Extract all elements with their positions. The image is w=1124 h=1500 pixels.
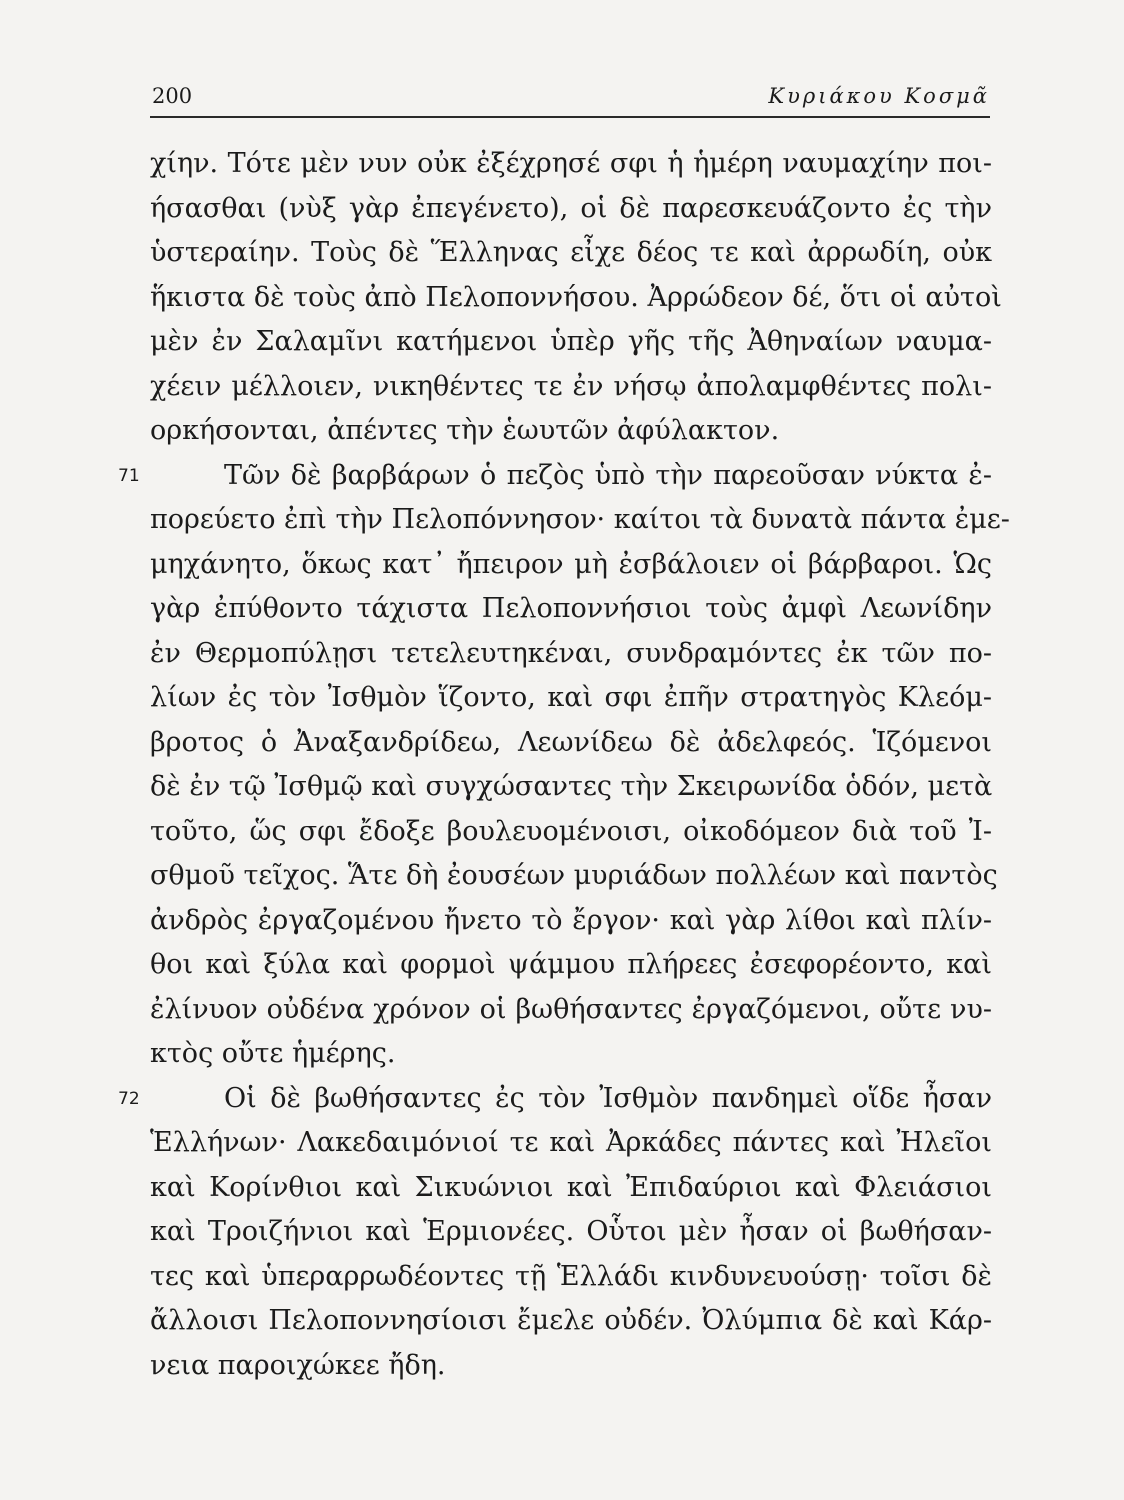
text-line: τοῦτο, ὥς σφι ἔδοξε βουλευομένοισι, οἰκοδόμεον διὰ τοῦ Ἰ- (150, 815, 992, 847)
text-line: ἀνδρὸς ἐργαζομένου ἤνετο τὸ ἔργον· καὶ γὰρ λίθοι καὶ πλίν- (150, 904, 992, 936)
text-line: χίην. Τότε μὲν νυν οὐκ ἐξέχρησέ σφι ἡ ἡμέρη ναυμαχίην ποι- (150, 148, 992, 179)
text-line: θοι καὶ ξύλα καὶ φορμοὶ ψάμμου πλήρεες ἐσεφορέοντο, καὶ (150, 949, 992, 980)
paragraph-first-line (118, 454, 992, 499)
text-line: Οἱ δὲ βωθήσαντες ἐς τὸν Ἰσθμὸν πανδημεὶ οἵδε ἦσαν (224, 1082, 992, 1114)
paragraph-first-line (118, 1077, 992, 1122)
text-line: χέειν μέλλοιεν, νικηθέντες τε ἐν νήσῳ ἀπολαμφθέντες πολι- (150, 370, 992, 402)
text-line: βροτος ὁ Ἀναξανδρίδεω, Λεωνίδεω δὲ ἀδελφεός. Ἱζόμενοι (150, 726, 992, 758)
text-line: ἐλίνυον οὐδένα χρόνον οἱ βωθήσαντες ἐργαζόμενοι, οὔτε νυ- (150, 993, 992, 1025)
text-line: μηχάνητο, ὅκως κατ᾽ ἤπειρον μὴ ἐσβάλοιεν οἱ βάρβαροι. Ὡς (150, 548, 992, 580)
text-line: κτὸς οὔτε ἡμέρης. (150, 1038, 396, 1069)
text-line: γὰρ ἐπύθοντο τάχιστα Πελοποννήσιοι τοὺς ἀμφὶ Λεωνίδην (150, 593, 992, 624)
text-line: πορεύετο ἐπὶ τὴν Πελοπόννησον· καίτοι τὰ δυνατὰ πάντα ἐμε- (150, 504, 1010, 535)
text-line: καὶ Κορίνθιοι καὶ Σικυώνιοι καὶ Ἐπιδαύριοι καὶ Φλειάσιοι (150, 1171, 992, 1203)
text-line: δὲ ἐν τῷ Ἰσθμῷ καὶ συγχώσαντες τὴν Σκειρωνίδα ὁδόν, μετὰ (150, 771, 993, 802)
text-line: μὲν ἐν Σαλαμῖνι κατήμενοι ὑπὲρ γῆς τῆς Ἀθηναίων ναυμα- (150, 326, 992, 357)
header-rule (150, 116, 990, 118)
body-text (118, 142, 1010, 1388)
text-line: Ἑλλήνων· Λακεδαιμόνιοί τε καὶ Ἀρκάδες πάντες καὶ Ἠλεῖοι (150, 1127, 992, 1158)
text-line: νεια παροιχώκεε ἤδη. (150, 1349, 446, 1381)
text-line: ἥκιστα δὲ τοὺς ἀπὸ Πελοποννήσου. Ἀρρώδεον δέ, ὅτι οἱ αὐτοὶ (150, 281, 1002, 313)
page-header (152, 78, 990, 114)
text-line: ὑστεραίην. Τοὺς δὲ Ἕλληνας εἶχε δέος τε καὶ ἀρρωδίη, οὐκ (150, 237, 992, 268)
text-line: ἄλλοισι Πελοποννησίοισι ἔμελε οὐδέν. Ὀλύμπια δὲ καὶ Κάρ- (150, 1305, 992, 1336)
chapter-number: 72 (118, 1088, 140, 1109)
running-head: Κυριάκου Κοσμᾶ (768, 84, 990, 108)
text-line: καὶ Τροιζήνιοι καὶ Ἑρμιονέες. Οὗτοι μὲν ἦσαν οἱ βωθήσαν- (150, 1216, 992, 1247)
text-line: ήσασθαι (νὺξ γὰρ ἐπεγένετο), οἱ δὲ παρεσκευάζοντο ἐς τὴν (150, 192, 992, 224)
page-number: 200 (152, 84, 193, 108)
chapter-number: 71 (118, 465, 140, 486)
text-line: ἐν Θερμοπύλῃσι τετελευτηκέναι, συνδραμόντες ἐκ τῶν πο- (150, 637, 992, 669)
text-line: Τῶν δὲ βαρβάρων ὁ πεζὸς ὑπὸ τὴν παρεοῦσαν νύκτα ἐ- (224, 459, 992, 491)
text-line: λίων ἐς τὸν Ἰσθμὸν ἵζοντο, καὶ σφι ἐπῆν στρατηγὸς Κλεόμ- (150, 682, 992, 713)
text-line: ορκήσονται, ἀπέντες τὴν ἑωυτῶν ἀφύλακτον. (150, 415, 780, 446)
text-line: σθμοῦ τεῖχος. Ἅτε δὴ ἐουσέων μυριάδων πολλέων καὶ παντὸς (150, 860, 998, 891)
text-line: τες καὶ ὑπεραρρωδέοντες τῇ Ἑλλάδι κινδυνευούσῃ· τοῖσι δὲ (150, 1260, 992, 1292)
